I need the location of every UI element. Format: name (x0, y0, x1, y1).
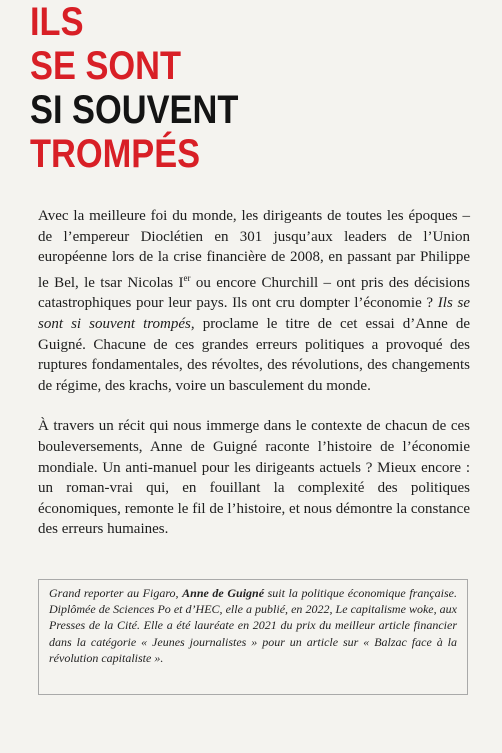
back-cover-blurb (38, 206, 470, 560)
author-name: Anne de Guigné (182, 586, 265, 600)
author-bio-box: Grand reporter au Figaro, Anne de Guigné suit la politique économique française. Diplômée de Sciences Po et d’HEC, elle a publié, en 2022, Le capitalisme woke, aux Presses de la Cité. Elle a été lauréate en 2021 du prix du meilleur article financier dans la catégorie « Jeunes journalistes » pour un article sur « Balzac face à la révolution capitaliste ». (38, 579, 468, 695)
blurb-paragraph-1: Avec la meilleure foi du monde, les dirigeants de toutes les époques – de l’empereur Dioclétien en 301 jusqu’aux leaders de l’Union européenne lors de la crise financière de 2008, en passant par Philippe le Bel, le tsar Nicolas Ier ou encore Churchill – ont pris des décisions catastrophiques pour leur pays. Ils ont cru dompter l’économie ? Ils se sont si souvent trompés, proclame le titre de cet essai d’Anne de Guigné. Chacune de ces grandes erreurs politiques a provoqué des ruptures fondamentales, des révoltes, des révolutions, des changements de régime, des krachs, voire un basculement du monde. (38, 208, 470, 394)
book-title (30, 0, 238, 176)
blurb-paragraph-2: À travers un récit qui nous immerge dans le contexte de chacun de ces bouleversements, Anne de Guigné raconte l’histoire de l’économie mondiale. Un anti-manuel pour les dirigeants actuels ? Mieux encore : un roman-vrai qui, en fouillant la complexité des politiques économiques, remonte le fil de l’histoire, et nous démontre la constance des erreurs humaines. (38, 418, 470, 538)
title-line-3: SI SOUVENT (30, 88, 239, 132)
title-line-4: TROMPÉS (30, 132, 201, 176)
title-line-2: SE SONT (30, 44, 182, 88)
title-line-1: ILS (30, 0, 84, 44)
